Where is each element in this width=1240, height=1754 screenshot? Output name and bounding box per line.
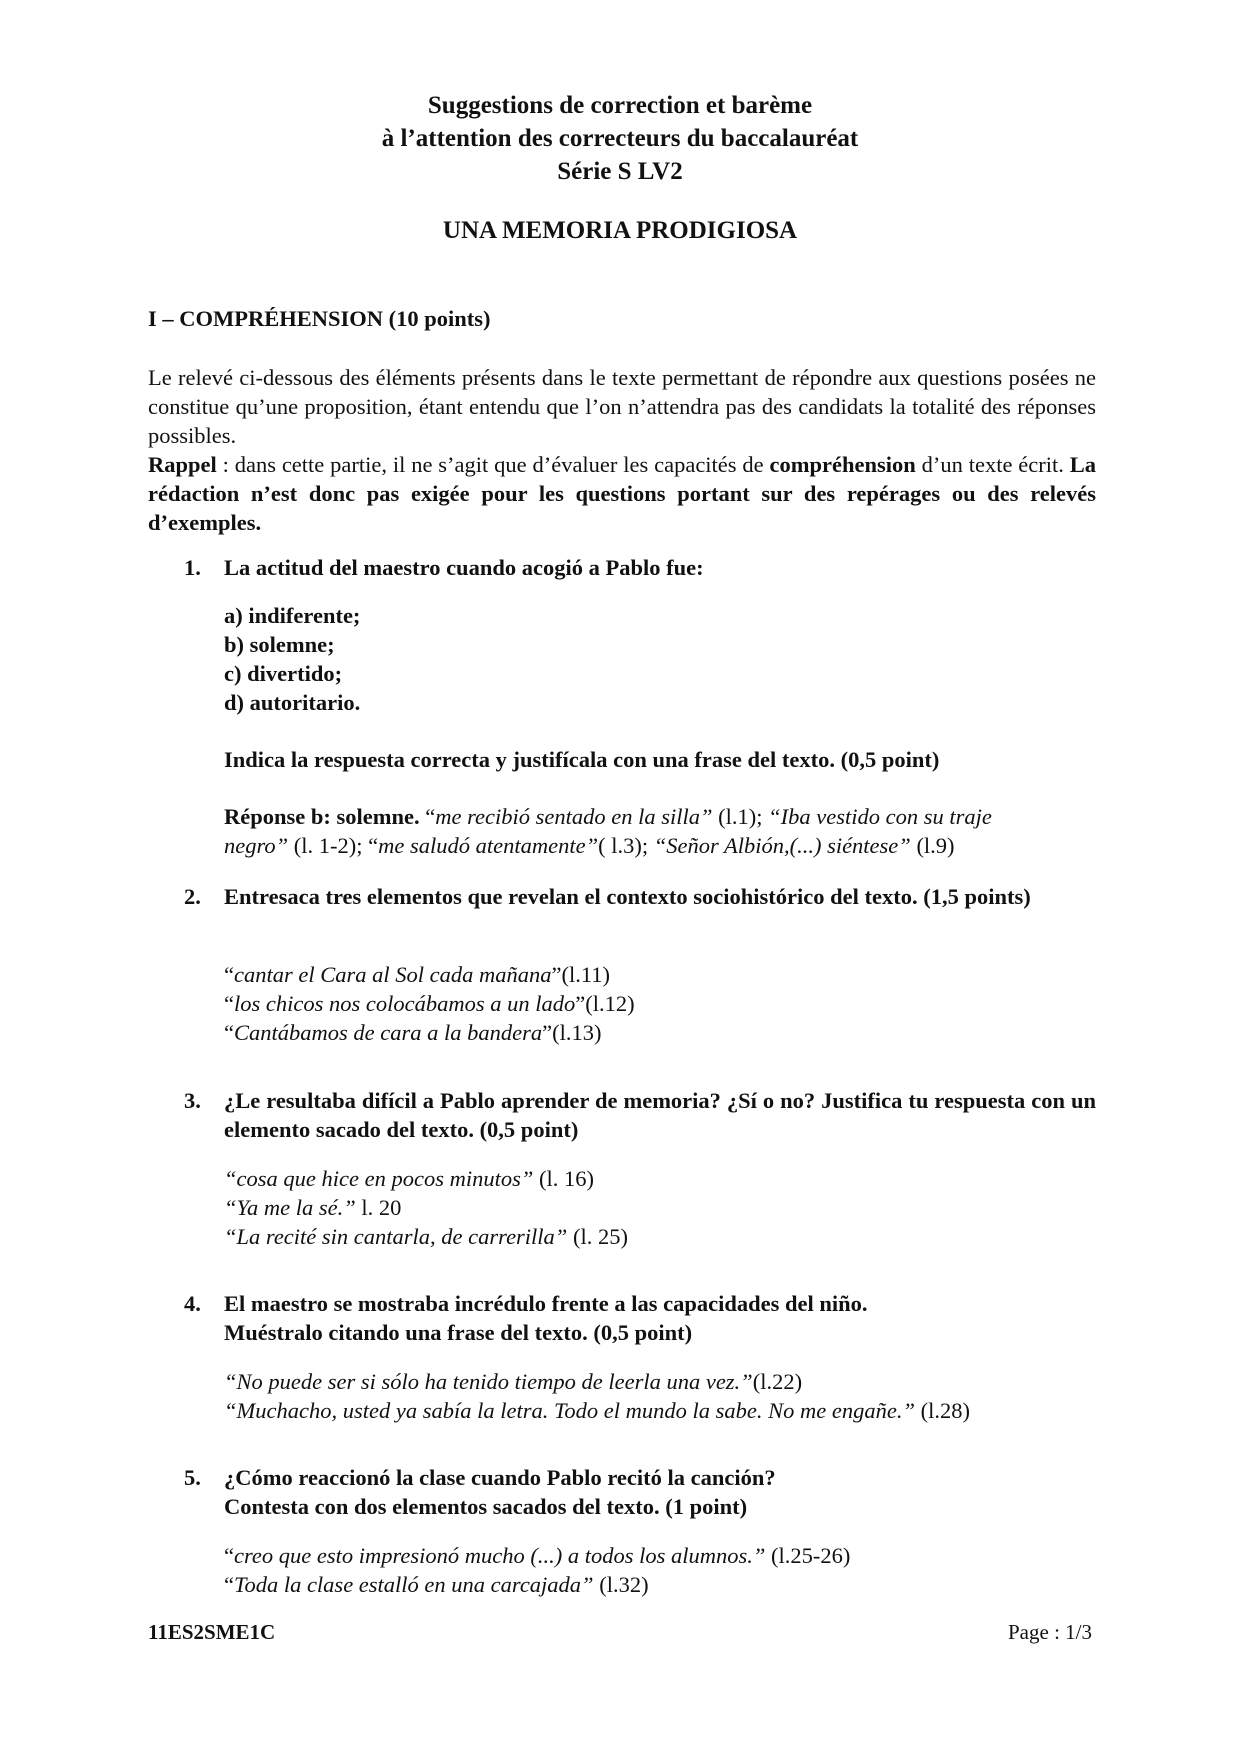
header-line-1: Suggestions de correction et barème [427, 92, 813, 119]
answers-list [224, 1164, 1096, 1251]
answer-item: “La recité sin cantarla, de carrerilla” (l. 25) [224, 1224, 628, 1249]
option-c: c) divertido; [224, 661, 343, 686]
header-block [0, 89, 1240, 188]
header-line-3: Série S LV2 [557, 158, 683, 185]
document-title: UNA MEMORIA PRODIGIOSA [442, 217, 798, 244]
intro-text: Le relevé ci-dessous des éléments présents dans le texte permettant de répondre aux questions posées ne constitue qu’une proposition, étant entendu que l’on n’attendra pas des candidats la totalité des réponses possibles. [148, 365, 1096, 448]
answer: Réponse b: solemne. “me recibió sentado en la silla” (l.1); “Iba vestido con su traje negro” (l. 1-2); “me saludó atentamente”( l.3); “Señor Albión,(...) siéntese” (l.9) [224, 804, 992, 858]
question-text: ¿Cómo reaccionó la clase cuando Pablo recitó la canción? Contesta con dos elementos sacados del texto. (1 point) [224, 1465, 776, 1519]
answer-item: “Ya me la sé.” l. 20 [224, 1195, 402, 1220]
instruction: Indica la respuesta correcta y justifícala con una frase del texto. (0,5 point) [224, 747, 940, 772]
answer-item: “cantar el Cara al Sol cada mañana”(l.11) [224, 962, 610, 987]
question-number: 1. [184, 555, 201, 580]
answer-item: “Cantábamos de cara a la bandera”(l.13) [224, 1020, 602, 1045]
options-list [224, 601, 1096, 717]
document-code: 11ES2SME1C [148, 1620, 276, 1644]
option-d: d) autoritario. [224, 690, 361, 715]
answer-item: “Toda la clase estalló en una carcajada” (l.32) [224, 1572, 649, 1597]
question-number: 2. [184, 884, 201, 909]
question-text: Entresaca tres elementos que revelan el contexto sociohistórico del texto. (1,5 points) [224, 884, 1031, 909]
answer-item: “cosa que hice en pocos minutos” (l. 16) [224, 1166, 594, 1191]
rappel-paragraph: Rappel : dans cette partie, il ne s’agit que d’évaluer les capacités de compréhension d’un texte écrit. La rédaction n’est donc pas exigée pour les questions portant sur des repérages ou des relevés d’exemples. [148, 452, 1096, 535]
option-a: a) indiferente; [224, 603, 361, 628]
question-number: 5. [184, 1465, 201, 1490]
section-heading: I – COMPRÉHENSION (10 points) [148, 306, 491, 331]
question-number: 4. [184, 1291, 201, 1316]
answer-item: “los chicos nos colocábamos a un lado”(l.12) [224, 991, 635, 1016]
header-line-2: à l’attention des correcteurs du baccalauréat [381, 125, 859, 152]
rappel-label: Rappel [148, 452, 217, 477]
option-b: b) solemne; [224, 632, 335, 657]
answers-list [224, 960, 1096, 1047]
answers-list [224, 1541, 1096, 1599]
intro-paragraph [148, 363, 1096, 537]
answer-item: “Muchacho, usted ya sabía la letra. Todo el mundo la sabe. No me engañe.” (l.28) [224, 1398, 970, 1423]
question-text: La actitud del maestro cuando acogió a Pablo fue: [224, 555, 704, 580]
question-text: ¿Le resultaba difícil a Pablo aprender de memoria? ¿Sí o no? Justifica tu respuesta con un elemento sacado del texto. (0,5 point) [224, 1088, 1096, 1142]
question-text: El maestro se mostraba incrédulo frente a las capacidades del niño. Muéstralo citando una frase del texto. (0,5 point) [224, 1291, 868, 1345]
question-number: 3. [184, 1088, 201, 1113]
answer-item: “No puede ser si sólo ha tenido tiempo de leerla una vez.”(l.22) [224, 1369, 803, 1394]
answer-item: “creo que esto impresionó mucho (...) a todos los alumnos.” (l.25-26) [224, 1543, 851, 1568]
answers-list [224, 1367, 1096, 1425]
page-number: Page : 1/3 [1008, 1620, 1092, 1644]
